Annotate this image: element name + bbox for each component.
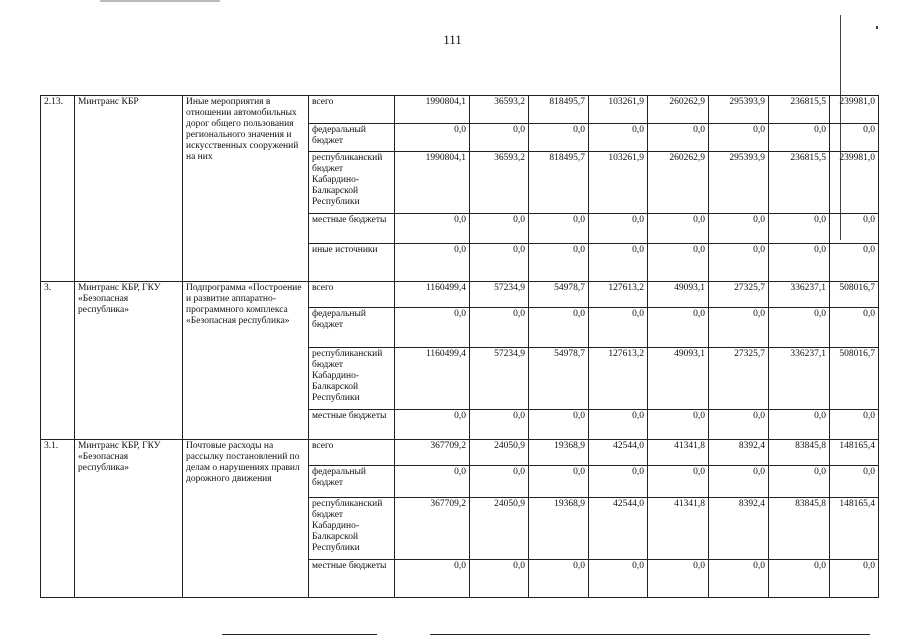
amount-cell: 0,0 [709,244,769,282]
footer-rule-right [430,634,870,635]
amount-cell: 0,0 [830,466,879,498]
amount-cell: 0,0 [830,124,879,152]
executor-cell: Минтранс КБР, ГКУ «Безопасная республика» [75,440,183,598]
amount-cell: 239981,0 [830,152,879,214]
amount-cell: 103261,9 [589,96,648,124]
budget-table-body [41,96,879,598]
amount-cell: 0,0 [589,244,648,282]
amount-cell: 0,0 [830,308,879,348]
amount-cell: 0,0 [830,244,879,282]
amount-cell: 0,0 [589,308,648,348]
funding-source: местные бюджеты [309,214,395,244]
amount-cell: 54978,7 [529,282,589,308]
amount-cell: 0,0 [395,560,470,598]
amount-cell: 367709,2 [395,498,470,560]
amount-cell: 57234,9 [470,348,529,410]
amount-cell: 0,0 [395,466,470,498]
amount-cell: 0,0 [529,214,589,244]
funding-source: всего [309,282,395,308]
item-name-cell: Иные мероприятия в отношении автомобильных дорог общего пользования регионального значения и искусственных сооружений на них [183,96,309,282]
amount-cell: 0,0 [529,308,589,348]
amount-cell: 0,0 [648,124,709,152]
amount-cell: 0,0 [830,560,879,598]
amount-cell: 0,0 [709,560,769,598]
amount-cell: 1990804,1 [395,96,470,124]
amount-cell: 0,0 [769,308,830,348]
funding-source: местные бюджеты [309,560,395,598]
budget-table [40,95,879,598]
funding-source: местные бюджеты [309,410,395,440]
amount-cell: 0,0 [648,244,709,282]
amount-cell: 127613,2 [589,348,648,410]
item-name-cell: Почтовые расходы на рассылку постановлений по делам о нарушениях правил дорожного движения [183,440,309,598]
amount-cell: 0,0 [648,410,709,440]
amount-cell: 83845,8 [769,498,830,560]
amount-cell: 336237,1 [769,348,830,410]
amount-cell: 818495,7 [529,152,589,214]
amount-cell: 0,0 [529,466,589,498]
amount-cell: 0,0 [395,214,470,244]
amount-cell: 0,0 [470,410,529,440]
amount-cell: 0,0 [470,308,529,348]
amount-cell: 260262,9 [648,96,709,124]
amount-cell: 0,0 [589,124,648,152]
amount-cell: 0,0 [648,308,709,348]
amount-cell: 83845,8 [769,440,830,466]
amount-cell: 239981,0 [830,96,879,124]
amount-cell: 0,0 [470,560,529,598]
amount-cell: 1160499,4 [395,348,470,410]
amount-cell: 236815,5 [769,152,830,214]
amount-cell: 0,0 [589,214,648,244]
amount-cell: 0,0 [589,410,648,440]
amount-cell: 36593,2 [470,152,529,214]
amount-cell: 0,0 [830,214,879,244]
amount-cell: 19368,9 [529,440,589,466]
amount-cell: 103261,9 [589,152,648,214]
amount-cell: 0,0 [470,466,529,498]
amount-cell: 8392,4 [709,440,769,466]
amount-cell: 0,0 [769,410,830,440]
amount-cell: 0,0 [470,124,529,152]
amount-cell: 42544,0 [589,498,648,560]
amount-cell: 0,0 [529,124,589,152]
funding-source: федеральный бюджет [309,308,395,348]
executor-cell: Минтранс КБР, ГКУ «Безопасная республика» [75,282,183,440]
amount-cell: 260262,9 [648,152,709,214]
amount-cell: 236815,5 [769,96,830,124]
amount-cell: 0,0 [709,466,769,498]
amount-cell: 0,0 [529,244,589,282]
table-row [41,282,879,308]
amount-cell: 0,0 [830,410,879,440]
amount-cell: 818495,7 [529,96,589,124]
amount-cell: 0,0 [529,560,589,598]
funding-source: иные источники [309,244,395,282]
amount-cell: 0,0 [709,124,769,152]
funding-source: федеральный бюджет [309,466,395,498]
amount-cell: 54978,7 [529,348,589,410]
amount-cell: 0,0 [648,466,709,498]
amount-cell: 0,0 [709,308,769,348]
amount-cell: 367709,2 [395,440,470,466]
amount-cell: 0,0 [709,214,769,244]
amount-cell: 49093,1 [648,282,709,308]
amount-cell: 1990804,1 [395,152,470,214]
amount-cell: 295393,9 [709,152,769,214]
amount-cell: 8392,4 [709,498,769,560]
funding-source: республиканский бюджет Кабардино-Балкарской Республики [309,152,395,214]
funding-source: всего [309,440,395,466]
footer-rule-left [222,634,377,635]
amount-cell: 0,0 [648,560,709,598]
amount-cell: 0,0 [769,244,830,282]
amount-cell: 27325,7 [709,282,769,308]
amount-cell: 508016,7 [830,282,879,308]
amount-cell: 295393,9 [709,96,769,124]
amount-cell: 127613,2 [589,282,648,308]
amount-cell: 508016,7 [830,348,879,410]
amount-cell: 0,0 [470,214,529,244]
amount-cell: 0,0 [589,560,648,598]
amount-cell: 24050,9 [470,440,529,466]
amount-cell: 24050,9 [470,498,529,560]
item-code: 2.13. [41,96,75,282]
amount-cell: 0,0 [769,560,830,598]
amount-cell: 19368,9 [529,498,589,560]
amount-cell: 41341,8 [648,440,709,466]
amount-cell: 148165,4 [830,498,879,560]
amount-cell: 0,0 [648,214,709,244]
table-row [41,96,879,124]
amount-cell: 49093,1 [648,348,709,410]
amount-cell: 0,0 [589,466,648,498]
amount-cell: 148165,4 [830,440,879,466]
amount-cell: 0,0 [395,124,470,152]
amount-cell: 0,0 [769,214,830,244]
amount-cell: 1160499,4 [395,282,470,308]
table-row [41,440,879,466]
amount-cell: 27325,7 [709,348,769,410]
item-code: 3. [41,282,75,440]
amount-cell: 42544,0 [589,440,648,466]
executor-cell: Минтранс КБР [75,96,183,282]
amount-cell: 0,0 [769,466,830,498]
amount-cell: 0,0 [395,308,470,348]
item-code: 3.1. [41,440,75,598]
funding-source: всего [309,96,395,124]
funding-source: республиканский бюджет Кабардино-Балкарской Республики [309,498,395,560]
amount-cell: 0,0 [709,410,769,440]
amount-cell: 57234,9 [470,282,529,308]
amount-cell: 0,0 [395,244,470,282]
amount-cell: 41341,8 [648,498,709,560]
amount-cell: 0,0 [529,410,589,440]
funding-source: федеральный бюджет [309,124,395,152]
scan-artifact-top [100,0,220,2]
amount-cell: 0,0 [470,244,529,282]
amount-cell: 0,0 [769,124,830,152]
item-name-cell: Подпрограмма «Построение и развитие аппаратно-программного комплекса «Безопасная республика» [183,282,309,440]
scan-artifact-dot [876,26,878,29]
funding-source: республиканский бюджет Кабардино-Балкарской Республики [309,348,395,410]
amount-cell: 36593,2 [470,96,529,124]
amount-cell: 336237,1 [769,282,830,308]
page-number: 111 [443,32,462,47]
amount-cell: 0,0 [395,410,470,440]
